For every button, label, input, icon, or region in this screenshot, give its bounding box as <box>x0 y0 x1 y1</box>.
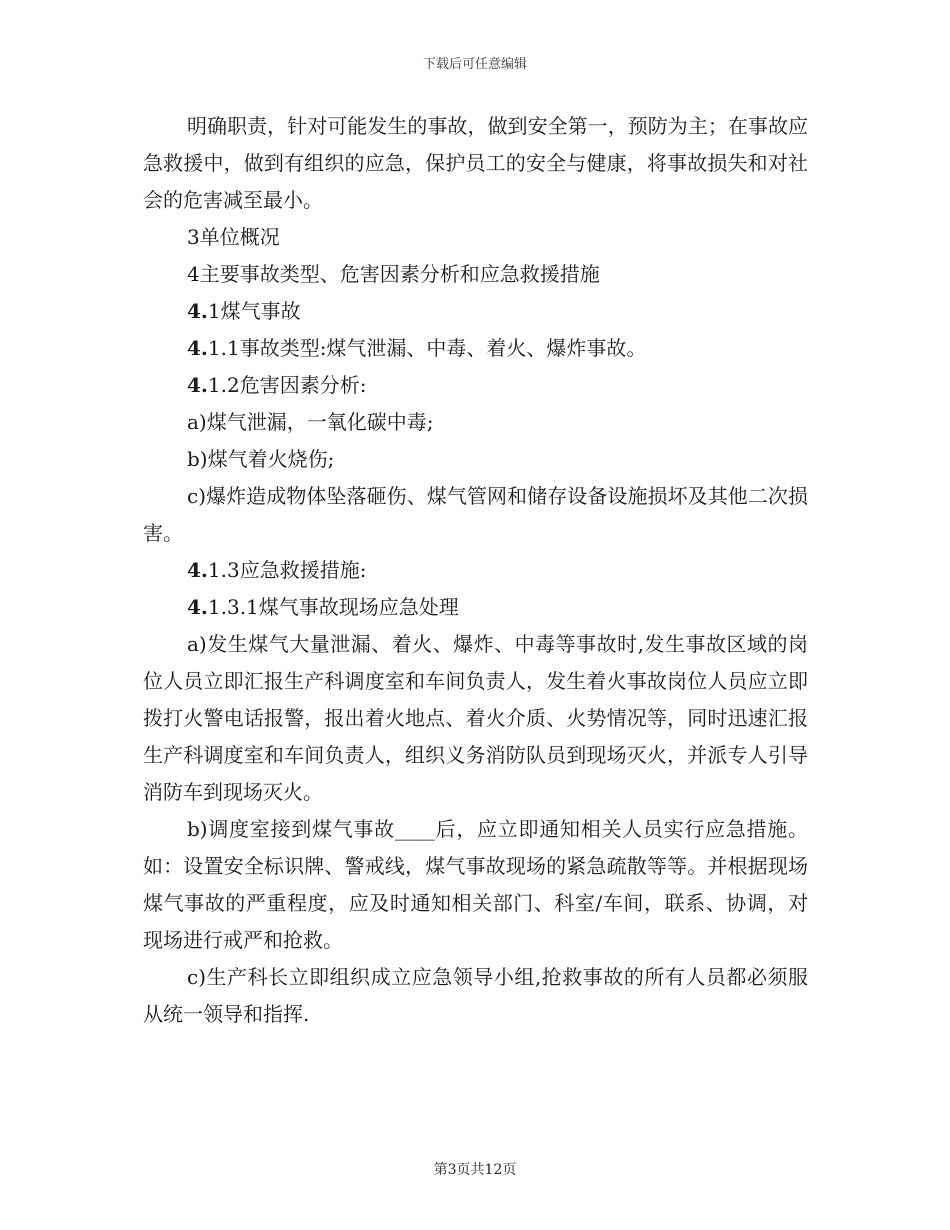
subsection-heading: 4.1.3应急救援措施: <box>187 558 367 582</box>
section-heading: 4主要事故类型、危害因素分析和应急救援措施 <box>187 262 600 286</box>
section-heading: 3单位概况 <box>187 225 280 249</box>
page-footer: 第3页共12页 <box>433 1162 517 1178</box>
list-item: c)生产科长立即组织成立应急领导小组,抢救事故的所有人员都必须服从统一领导和指挥. <box>143 965 808 1026</box>
paragraph: 明确职责，针对可能发生的事故，做到安全第一，预防为主；在事故应急救援中，做到有组织的应急，保护员工的安全与健康，将事故损失和对社会的危害减至最小。 <box>143 114 808 212</box>
page-header: 下载后可任意编辑 <box>422 57 527 72</box>
list-item: b)调度室接到煤气事故____后，应立即通知相关人员实行应急措施。如：设置安全标识牌、警戒线，煤气事故现场的紧急疏散等等。并根据现场煤气事故的严重程度，应及时通知相关部门、科室/车间，联系、协调，对现场进行戒严和抢救。 <box>143 817 808 952</box>
subsection-heading: 4.1煤气事故 <box>187 299 301 323</box>
document-body <box>143 108 808 1033</box>
list-item: a)发生煤气大量泄漏、着火、爆炸、中毒等事故时,发生事故区域的岗位人员立即汇报生产科调度室和车间负责人，发生着火事故岗位人员应立即拨打火警电话报警，报出着火地点、着火介质、火势情况等，同时迅速汇报生产科调度室和车间负责人，组织义务消防队员到现场灭火，并派专人引导消防车到现场灭火。 <box>143 632 808 804</box>
list-item: b)煤气着火烧伤; <box>187 447 335 471</box>
list-item: c)爆炸造成物体坠落砸伤、煤气管网和储存设备设施损坏及其他二次损害。 <box>143 484 808 545</box>
subsection-heading: 4.1.2危害因素分析: <box>187 373 367 397</box>
list-item: a)煤气泄漏，一氧化碳中毒; <box>187 410 434 434</box>
subsection-heading: 4.1.1事故类型:煤气泄漏、中毒、着火、爆炸事故。 <box>187 336 647 360</box>
subsection-heading: 4.1.3.1煤气事故现场应急处理 <box>187 595 459 619</box>
